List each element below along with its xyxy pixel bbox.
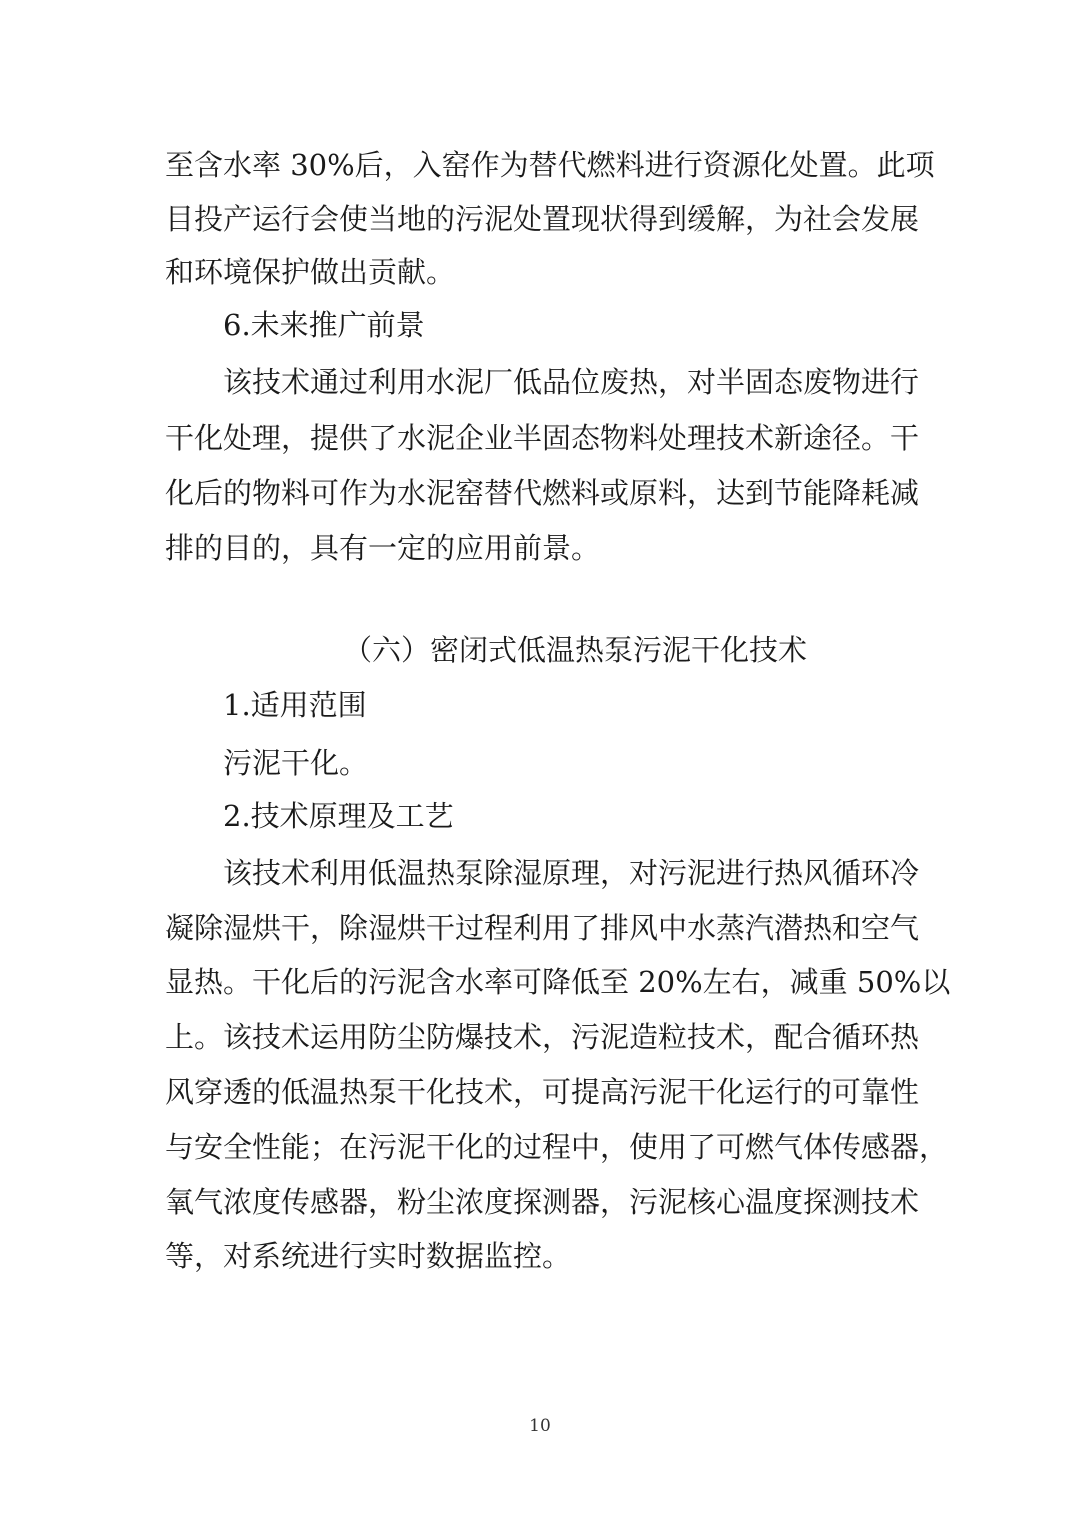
page-number: 10 [529,1416,551,1436]
paragraph-line: 等，对系统进行实时数据监控。 [165,1239,572,1273]
paragraph-line: 排的目的，具有一定的应用前景。 [165,531,601,565]
paragraph-line: 显热。干化后的污泥含水率可降低至 20%左右，减重 50%以 [165,965,951,999]
scope-text: 污泥干化。 [223,746,369,780]
paragraph-line: 凝除湿烘干，除湿烘干过程利用了排风中水蒸汽潜热和空气 [165,911,920,945]
paragraph-line: 该技术利用低温热泵除湿原理，对污泥进行热风循环冷 [223,856,920,890]
paragraph-line: 至含水率 30%后，入窑作为替代燃料进行资源化处置。此项 [165,148,935,182]
section-title: （六）密闭式低温热泵污泥干化技术 [342,633,807,667]
paragraph-line: 与安全性能；在污泥干化的过程中，使用了可燃气体传感器， [165,1130,949,1164]
paragraph-line: 化后的物料可作为水泥窑替代燃料或原料，达到节能降耗减 [165,476,920,510]
section-heading: 6.未来推广前景 [223,308,425,342]
paragraph-line: 氧气浓度传感器，粉尘浓度探测器，污泥核心温度探测技术 [165,1185,920,1219]
paragraph-line: 干化处理，提供了水泥企业半固态物料处理技术新途径。干 [165,421,920,455]
paragraph-line: 该技术通过利用水泥厂低品位废热，对半固态废物进行 [223,365,920,399]
paragraph-line: 目投产运行会使当地的污泥处置现状得到缓解，为社会发展 [165,202,920,236]
paragraph-line: 风穿透的低温热泵干化技术，可提高污泥干化运行的可靠性 [165,1075,920,1109]
section-heading: 1.适用范围 [223,688,367,722]
section-heading: 2.技术原理及工艺 [223,799,454,833]
paragraph-line: 上。该技术运用防尘防爆技术，污泥造粒技术，配合循环热 [165,1020,920,1054]
paragraph-line: 和环境保护做出贡献。 [165,255,456,289]
